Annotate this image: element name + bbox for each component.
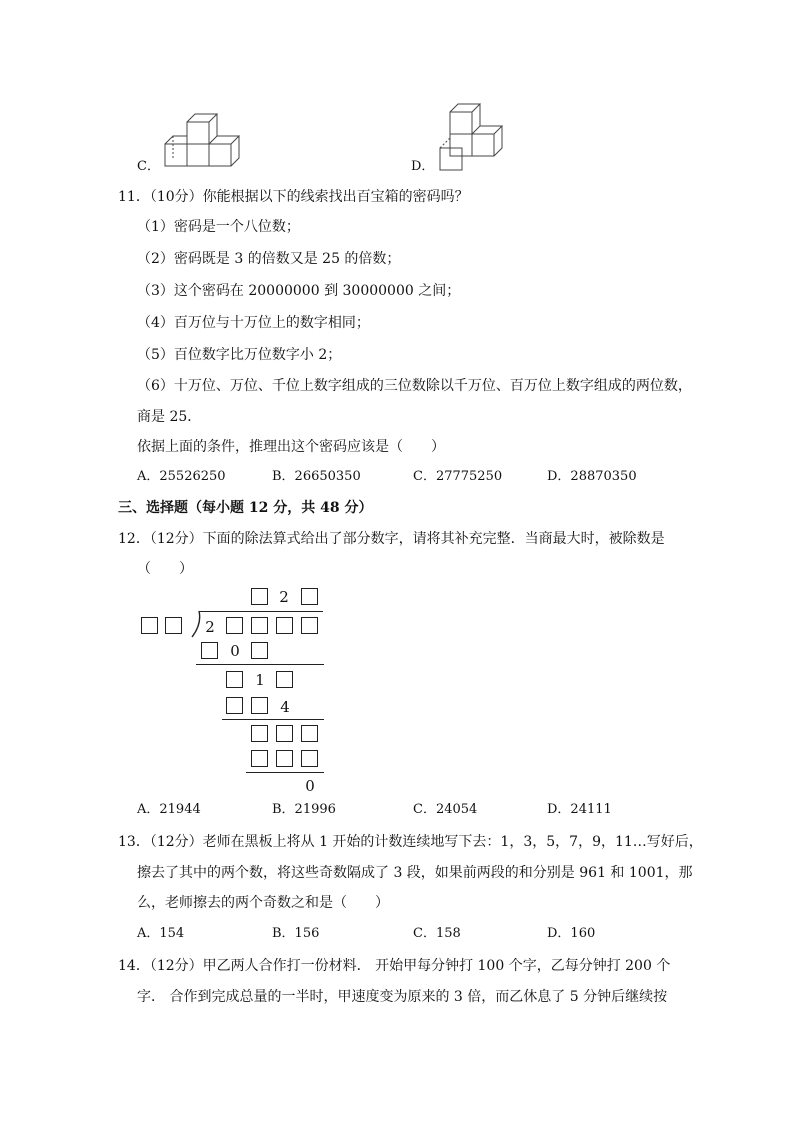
q11-head: 11．（10分）你能根据以下的线索找出百宝箱的密码吗？: [118, 189, 469, 205]
q11-clue: （1）密码是一个八位数；: [137, 219, 300, 235]
q12-option-c[interactable]: C．24054: [413, 802, 478, 817]
blank-box[interactable]: [201, 642, 218, 659]
q13-option-a[interactable]: A．154: [137, 926, 185, 941]
q11-option-d[interactable]: D．28870350: [547, 469, 637, 484]
blank-box[interactable]: [251, 588, 268, 605]
blank-box[interactable]: [226, 697, 243, 714]
q14-line: 14．（12分）甲乙两人合作打一份材料． 开始甲每分钟打 100 个字，乙每分钟打 200 个: [118, 958, 671, 974]
q11-clue: 商是 25．: [137, 409, 202, 425]
digit: 2: [279, 588, 289, 606]
q11-clue: （5）百位数字比万位数字小 2；: [137, 347, 342, 363]
q11-option-c[interactable]: C．27775250: [413, 469, 503, 484]
q12-head: 12．（12分）下面的除法算式给出了部分数字，请将其补充完整．当商最大时，被除数是: [118, 531, 665, 547]
q13-option-d[interactable]: D．160: [547, 926, 596, 941]
digit: 2: [205, 618, 215, 636]
q11-ask: 依据上面的条件，推理出这个密码应该是（ ）: [137, 439, 445, 455]
blank-box[interactable]: [251, 617, 268, 634]
q12-option-a[interactable]: A．21944: [137, 802, 201, 817]
q11-clue: （3）这个密码在 20000000 到 30000000 之间；: [137, 283, 461, 299]
option-label: C．: [137, 159, 160, 174]
subtraction-line: [246, 772, 324, 773]
cube-figure-c: [162, 108, 248, 172]
q11-option-a[interactable]: A．25526250: [137, 469, 226, 484]
q13-option-c[interactable]: C．158: [413, 926, 461, 941]
cube-figure-d: [436, 98, 512, 176]
blank-box[interactable]: [276, 671, 293, 688]
blank-box[interactable]: [141, 617, 158, 634]
section-heading: 三、选择题（每小题 12 分，共 48 分）: [118, 500, 373, 516]
blank-box[interactable]: [276, 617, 293, 634]
q12-paren: （ ）: [137, 561, 193, 577]
q13-option-b[interactable]: B．156: [272, 926, 320, 941]
q13-line: 么，老师擦去的两个奇数之和是（ ）: [137, 895, 389, 911]
q11-clue: （2）密码既是 3 的倍数又是 25 的倍数；: [137, 251, 401, 267]
subtraction-line: [222, 719, 324, 720]
q14-line: 字． 合作到完成总量的一半时，甲速度变为原来的 3 倍，而乙休息了 5 分钟后继续按: [137, 989, 668, 1005]
q11-option-b[interactable]: B．26650350: [272, 469, 361, 484]
digit: 4: [280, 698, 290, 716]
q13-line: 擦去了其中的两个数，将这些奇数隔成了 3 段，如果前两段的和分别是 961 和 1001，那: [137, 865, 693, 881]
q12-option-d[interactable]: D．24111: [547, 802, 612, 817]
blank-box[interactable]: [251, 750, 268, 767]
subtraction-line: [196, 664, 324, 665]
division-bar: [199, 611, 323, 612]
blank-box[interactable]: [301, 750, 318, 767]
blank-box[interactable]: [251, 642, 268, 659]
digit: 1: [255, 671, 265, 689]
digit: 0: [305, 777, 315, 795]
q11-clue: （4）百万位与十万位上的数字相同；: [137, 315, 370, 331]
blank-box[interactable]: [301, 725, 318, 742]
option-label: D．: [411, 159, 435, 174]
blank-box[interactable]: [251, 697, 268, 714]
q12-option-b[interactable]: B．21996: [272, 802, 336, 817]
blank-box[interactable]: [165, 617, 182, 634]
q13-line: 13．（12分）老师在黑板上将从 1 开始的计数连续地写下去：1，3，5，7，9，11…写好后，: [118, 834, 703, 850]
blank-box[interactable]: [276, 750, 293, 767]
blank-box[interactable]: [251, 725, 268, 742]
blank-box[interactable]: [226, 671, 243, 688]
blank-box[interactable]: [276, 725, 293, 742]
blank-box[interactable]: [301, 617, 318, 634]
blank-box[interactable]: [301, 588, 318, 605]
q11-clue: （6）十万位、万位、千位上数字组成的三位数除以千万位、百万位上数字组成的两位数，: [137, 378, 692, 394]
digit: 0: [230, 642, 240, 660]
blank-box[interactable]: [226, 617, 243, 634]
